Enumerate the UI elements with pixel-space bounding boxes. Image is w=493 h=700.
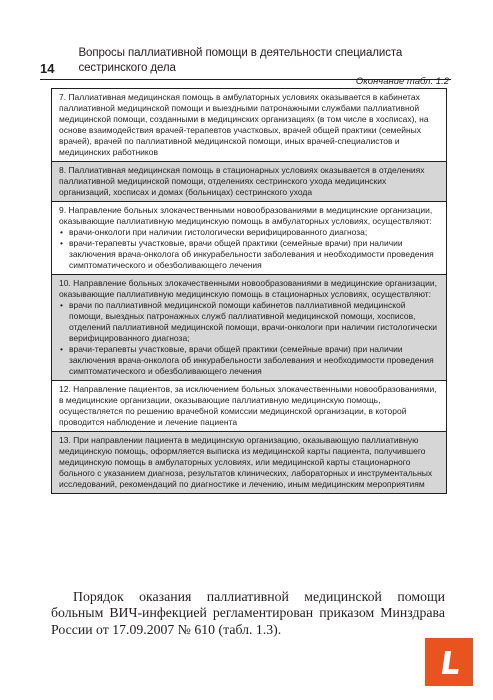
table-row xyxy=(52,89,446,161)
running-header xyxy=(40,46,451,80)
table-row xyxy=(52,380,446,431)
table-row xyxy=(52,161,446,201)
row-text: 10. Направление больных злокачественными новообразованиями в медицинские организации, оказывающие паллиативную медицинскую помощь в стационарных условиях, осуществляют: xyxy=(59,278,437,299)
body-paragraph: Порядок оказания паллиативной медицинской помощи больным ВИЧ-инфекцией регламентирован приказом Минздрава России от 17.09.2007 № 610 (табл. 1.3). xyxy=(51,588,445,637)
page-number: 14 xyxy=(40,61,55,76)
table-row xyxy=(52,431,446,493)
bullet-item: • врачи-терапевты участковые, врачи общей практики (семейные врачи) при наличии заключения врача-онколога об инкурабельности заболевания и необходимости проведения симптоматического и обезболивающего лечения xyxy=(59,238,440,271)
bookstore-logo-icon xyxy=(432,645,466,679)
row-text: 12. Направление пациентов, за исключением больных злокачественными новообразованиями, в медицинские организации, оказывающие паллиативную медицинскую помощь, осуществляется по решению врачебной комиссии медицинской организации, в которой проводится наблюдение и лечение пациента xyxy=(59,384,437,427)
row-text: 13. При направлении пациента в медицинскую организацию, оказывающую паллиативную медицинскую помощь, оформляется выписка из медицинской карты пациента, получившего медицинскую помощь в амбулаторных условиях, или медицинской карты стационарного больного с указанием диагноза, результатов клинических, лабораторных и инструментальных исследований, рекомендаций по диагностике и лечению, иным медицинским мероприятиям xyxy=(59,435,433,489)
row-text: 9. Направление больных злокачественными новообразованиями в медицинские организации, оказывающие паллиативную медицинскую помощь в амбулаторных условиях, осуществляют: xyxy=(59,205,433,226)
row-text: 7. Паллиативная медицинская помощь в амбулаторных условиях оказывается в кабинетах паллиативной медицинской помощи и выездными патронажными службами паллиативной медицинской помощи, созданными в медицинских организациях (в том числе в хосписах), на основе взаимодействия врачей-терапевтов участковых, врачей общей практики (семейных врачей), врачей по паллиативной медицинской помощи, иных врачей-специалистов и медицинских работников xyxy=(59,92,429,157)
bullet-item: • врачи по паллиативной медицинской помощи кабинетов паллиативной медицинской помощи, выездных патронажных служб паллиативной медицинской помощи, хосписов, отделений паллиативной медицинской помощи, врачи-онкологи при наличии гистологически верифицированного диагноза; xyxy=(59,300,440,344)
table-caption: Окончание табл. 1.2 xyxy=(355,76,449,87)
row-text: 8. Паллиативная медицинская помощь в стационарных условиях оказывается в отделениях паллиативной медицинской помощи, отделениях сестринского ухода медицинских организаций, хосписах и домах (больницах) сестринского ухода xyxy=(59,165,425,197)
bullet-item: • врачи-онкологи при наличии гистологически верифицированного диагноза; xyxy=(59,227,440,238)
table-row xyxy=(52,274,446,380)
bullet-item: • врачи-терапевты участковые, врачи общей практики (семейные врачи) при наличии заключения врача-онколога об инкурабельности заболевания и необходимости проведения симптоматического и обезболивающего лечения xyxy=(59,344,440,377)
running-title: Вопросы паллиативной помощи в деятельности специалиста сестринского дела xyxy=(78,47,403,74)
table xyxy=(51,88,447,494)
table-row xyxy=(52,201,446,274)
bookstore-logo[interactable] xyxy=(425,638,473,686)
